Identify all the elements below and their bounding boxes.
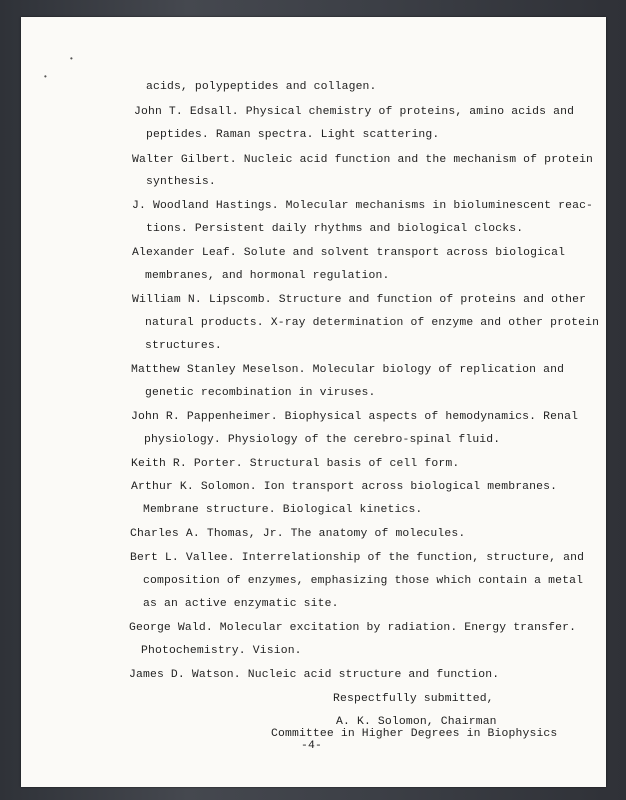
text-line: George Wald. Molecular excitation by radiation. Energy transfer. [129,622,577,634]
text-line: physiology. Physiology of the cerebro-spinal fluid. [144,434,501,446]
text-line: William N. Lipscomb. Structure and function of proteins and other [132,294,587,306]
stray-mark: • [69,55,74,64]
text-line: Alexander Leaf. Solute and solvent transport across biological [132,247,566,259]
text-line: John T. Edsall. Physical chemistry of proteins, amino acids and [134,106,575,118]
stray-mark: • [43,73,48,82]
text-line: peptides. Raman spectra. Light scattering. [146,129,440,141]
text-line: tions. Persistent daily rhythms and biological clocks. [146,223,524,235]
text-line: Keith R. Porter. Structural basis of cell form. [131,458,460,470]
document-page [21,17,606,787]
text-line: Arthur K. Solomon. Ion transport across biological membranes. [131,481,558,493]
text-line: acids, polypeptides and collagen. [146,81,377,93]
document-body [21,17,606,787]
text-line: as an active enzymatic site. [143,598,339,610]
text-line: natural products. X-ray determination of enzyme and other protein [145,317,600,329]
closing-salutation: Respectfully submitted, [333,693,494,705]
text-line: composition of enzymes, emphasizing those which contain a metal [143,575,584,587]
text-line: John R. Pappenheimer. Biophysical aspects of hemodynamics. Renal [131,411,579,423]
text-line: structures. [145,340,222,352]
signer-name: A. K. Solomon, Chairman [336,716,497,728]
text-line: James D. Watson. Nucleic acid structure and function. [129,669,500,681]
page-number: -4- [301,740,322,752]
text-line: Membrane structure. Biological kinetics. [143,504,423,516]
text-line: genetic recombination in viruses. [145,387,376,399]
text-line: J. Woodland Hastings. Molecular mechanisms in bioluminescent reac- [132,200,594,212]
text-line: membranes, and hormonal regulation. [145,270,390,282]
text-line: synthesis. [146,176,216,188]
text-line: Charles A. Thomas, Jr. The anatomy of molecules. [130,528,466,540]
text-line: Photochemistry. Vision. [141,645,302,657]
text-line: Walter Gilbert. Nucleic acid function and the mechanism of protein [132,154,594,166]
text-line: Matthew Stanley Meselson. Molecular biology of replication and [131,364,565,376]
committee-name: Committee in Higher Degrees in Biophysics [271,728,558,740]
text-line: Bert L. Vallee. Interrelationship of the function, structure, and [130,552,585,564]
